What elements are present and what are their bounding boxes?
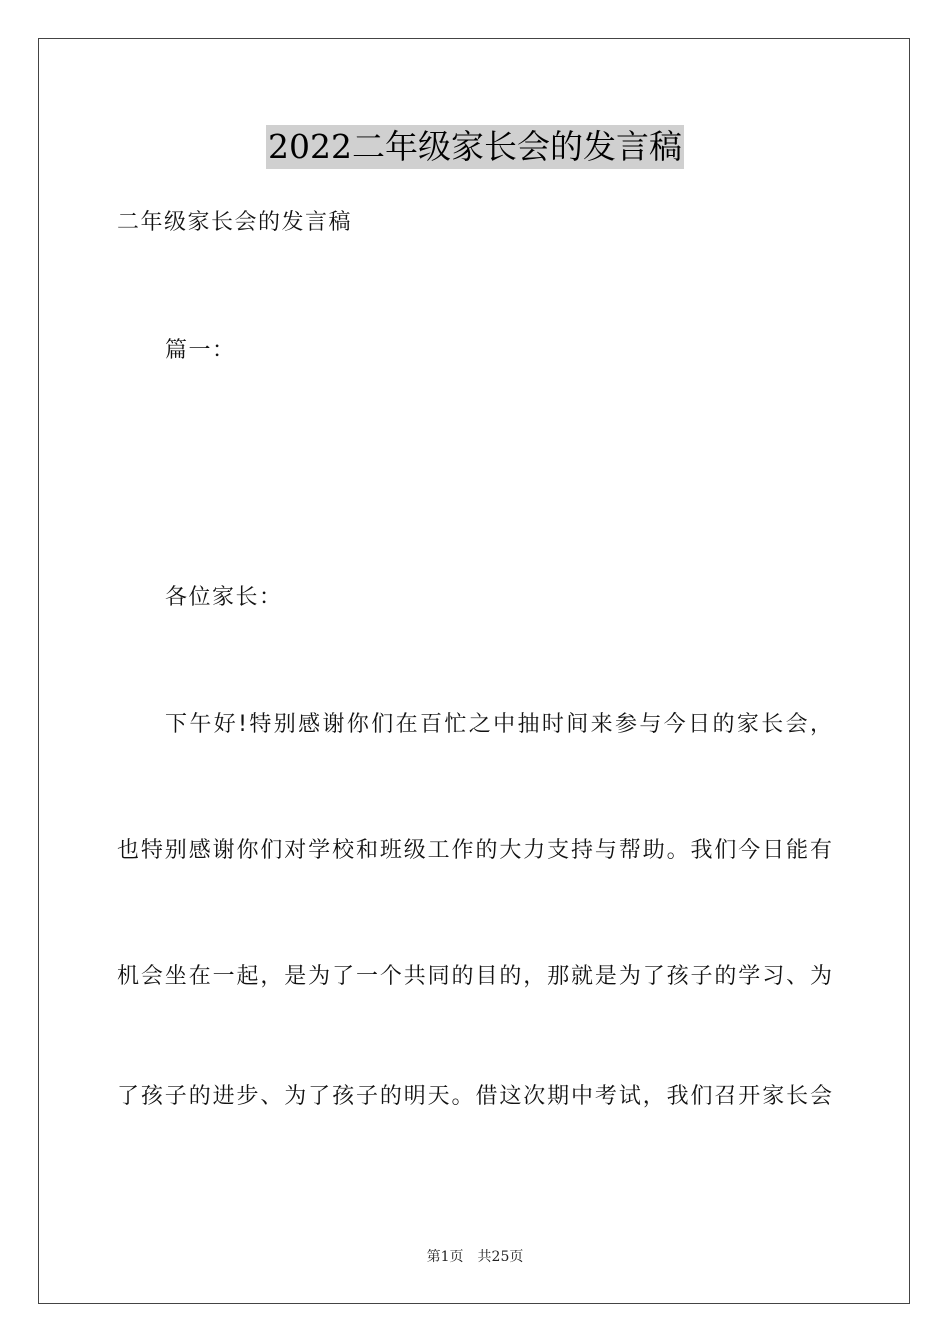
document-title: 2022二年级家长会的发言稿 <box>266 125 684 169</box>
section-heading: 篇一： <box>165 338 236 363</box>
page-footer <box>0 1246 950 1266</box>
page-total: 共25页 <box>477 1249 524 1265</box>
greeting-line: 各位家长： <box>165 585 283 610</box>
title-container <box>0 125 950 169</box>
paragraph-line: 也特别感谢你们对学校和班级工作的大力支持与帮助。我们今日能有 <box>117 838 832 863</box>
document-subtitle: 二年级家长会的发言稿 <box>117 210 353 235</box>
paragraph-line: 了孩子的进步、为了孩子的明天。借这次期中考试，我们召开家长会 <box>117 1084 832 1109</box>
paragraph-line: 机会坐在一起，是为了一个共同的目的，那就是为了孩子的学习、为 <box>117 964 832 989</box>
page-number: 第1页 <box>426 1249 464 1265</box>
paragraph-line: 下午好!特别感谢你们在百忙之中抽时间来参与今日的家长会， <box>165 712 832 737</box>
